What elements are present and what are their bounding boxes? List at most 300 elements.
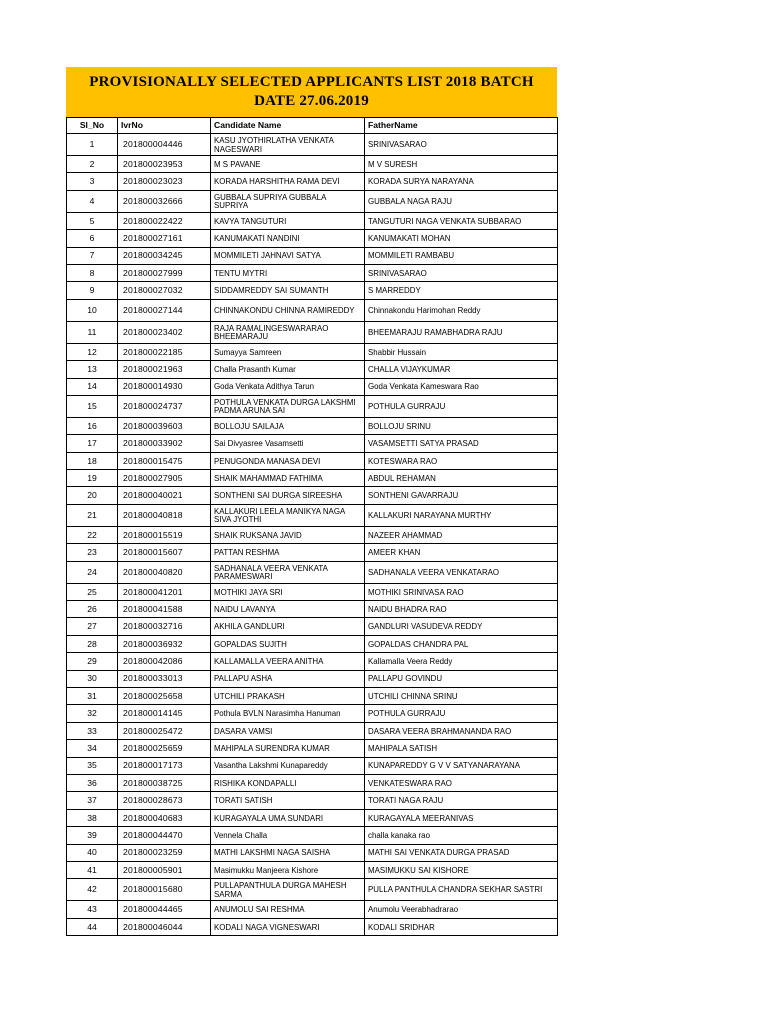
- cell-father-name-text: VASAMSETTI SATYA PRASAD: [368, 438, 479, 449]
- cell-father-name-text: DASARA VEERA BRAHMANANDA RAO: [368, 725, 512, 736]
- cell-father-name: [365, 504, 558, 526]
- table-row: [67, 561, 558, 583]
- cell-candidate-name: [211, 504, 365, 526]
- table-header-row: [67, 118, 558, 134]
- cell-ivr-no-text: 201800040021: [123, 490, 183, 501]
- cell-sl-no: [67, 212, 118, 229]
- table-row: [67, 827, 558, 844]
- cell-ivr-no-text: 201800036932: [123, 638, 183, 649]
- cell-sl-no: [67, 156, 118, 173]
- cell-father-name: [365, 395, 558, 417]
- cell-sl-no: [67, 635, 118, 652]
- cell-ivr-no-text: 201800021963: [123, 364, 183, 375]
- cell-ivr-no-text: 201800017173: [123, 760, 183, 771]
- cell-ivr-no-text: 201800027144: [123, 304, 183, 315]
- cell-sl-no: [67, 487, 118, 504]
- cell-father-name-text: NAIDU BHADRA RAO: [368, 603, 447, 614]
- cell-ivr-no-text: 201800023259: [123, 847, 183, 858]
- cell-sl-no-text: 16: [87, 420, 97, 431]
- cell-father-name: [365, 722, 558, 739]
- cell-ivr-no-text: 201800015607: [123, 547, 183, 558]
- cell-ivr-no-text: 201800046044: [123, 921, 183, 932]
- cell-ivr-no-text: 201800022422: [123, 215, 183, 226]
- cell-sl-no: [67, 879, 118, 901]
- table-row: [67, 378, 558, 395]
- table-row: [67, 435, 558, 452]
- cell-sl-no: [67, 395, 118, 417]
- cell-sl-no: [67, 361, 118, 378]
- table-row: [67, 361, 558, 378]
- cell-sl-no: [67, 299, 118, 321]
- cell-candidate-name: [211, 134, 365, 156]
- cell-candidate-name: [211, 378, 365, 395]
- cell-candidate-name-text: TORATI SATISH: [214, 795, 273, 806]
- cell-father-name-text: MATHI SAI VENKATA DURGA PRASAD: [368, 847, 510, 858]
- column-header-candidate-name: Candidate Name: [211, 118, 365, 134]
- cell-candidate-name-text: Masimukku Manjeera Kishore: [214, 864, 319, 875]
- cell-sl-no-text: 32: [87, 708, 97, 719]
- cell-candidate-name: [211, 212, 365, 229]
- cell-father-name: [365, 740, 558, 757]
- cell-sl-no-text: 30: [87, 673, 97, 684]
- cell-ivr-no-text: 201800040820: [123, 566, 183, 577]
- table-row: [67, 544, 558, 561]
- cell-ivr-no: [118, 844, 211, 861]
- cell-sl-no: [67, 670, 118, 687]
- cell-father-name-text: SRINIVASARAO: [368, 139, 427, 150]
- cell-father-name: [365, 361, 558, 378]
- cell-father-name-text: TORATI NAGA RAJU: [368, 795, 444, 806]
- cell-sl-no: [67, 321, 118, 343]
- cell-candidate-name-text: KAVYA TANGUTURI: [214, 215, 287, 226]
- table-row: [67, 601, 558, 618]
- cell-candidate-name-text: KORADA HARSHITHA RAMA DEVI: [214, 176, 340, 187]
- cell-candidate-name: [211, 361, 365, 378]
- cell-ivr-no: [118, 757, 211, 774]
- cell-father-name-text: NAZEER AHAMMAD: [368, 529, 443, 540]
- cell-ivr-no: [118, 247, 211, 264]
- cell-father-name-text: ABDUL REHAMAN: [368, 472, 436, 483]
- cell-sl-no: [67, 561, 118, 583]
- cell-sl-no: [67, 544, 118, 561]
- cell-candidate-name: [211, 299, 365, 321]
- table-row: [67, 687, 558, 704]
- cell-father-name: [365, 653, 558, 670]
- cell-ivr-no-text: 201800015680: [123, 884, 183, 895]
- cell-sl-no: [67, 134, 118, 156]
- cell-father-name: [365, 757, 558, 774]
- cell-candidate-name-text: SADHANALA VEERA VENKATA PARAMESWARI: [214, 562, 328, 582]
- cell-ivr-no-text: 201800033013: [123, 673, 183, 684]
- cell-sl-no-text: 27: [87, 621, 97, 632]
- cell-candidate-name: [211, 879, 365, 901]
- cell-ivr-no-text: 201800025659: [123, 743, 183, 754]
- cell-sl-no: [67, 343, 118, 360]
- cell-sl-no: [67, 452, 118, 469]
- cell-father-name-text: KORADA SURYA NARAYANA: [368, 176, 474, 187]
- cell-sl-no-text: 20: [87, 490, 97, 501]
- cell-father-name-text: MOMMILETI RAMBABU: [368, 250, 455, 261]
- cell-candidate-name: [211, 792, 365, 809]
- cell-sl-no: [67, 173, 118, 190]
- cell-candidate-name-text: Sai Divyasree Vasamsetti: [214, 438, 304, 449]
- cell-father-name-text: challa kanaka rao: [368, 830, 430, 840]
- cell-sl-no: [67, 705, 118, 722]
- cell-father-name-text: Anumolu Veerabhadrarao: [368, 904, 459, 915]
- cell-ivr-no-text: 201800024737: [123, 401, 183, 412]
- cell-ivr-no-text: 201800015475: [123, 455, 183, 466]
- cell-candidate-name-text: KASU JYOTHIRLATHA VENKATA NAGESWARI: [214, 134, 334, 154]
- cell-ivr-no-text: 201800022185: [123, 346, 183, 357]
- cell-candidate-name-text: MOMMILETI JAHNAVI SATYA: [214, 250, 321, 261]
- cell-father-name-text: KANUMAKATI MOHAN: [368, 233, 451, 244]
- cell-father-name: [365, 321, 558, 343]
- cell-ivr-no: [118, 212, 211, 229]
- cell-ivr-no: [118, 583, 211, 600]
- cell-ivr-no-text: 201800027032: [123, 285, 183, 296]
- cell-ivr-no-text: 201800015519: [123, 529, 183, 540]
- cell-ivr-no: [118, 378, 211, 395]
- cell-ivr-no-text: 201800025658: [123, 690, 183, 701]
- cell-sl-no: [67, 504, 118, 526]
- cell-ivr-no-text: 201800044465: [123, 904, 183, 915]
- cell-candidate-name: [211, 809, 365, 826]
- cell-ivr-no-text: 201800004446: [123, 139, 183, 150]
- cell-ivr-no: [118, 687, 211, 704]
- cell-candidate-name: [211, 705, 365, 722]
- cell-candidate-name-text: CHINNAKONDU CHINNA RAMIREDDY: [214, 304, 355, 315]
- table-row: [67, 321, 558, 343]
- cell-candidate-name-text: PALLAPU ASHA: [214, 673, 273, 684]
- cell-sl-no-text: 7: [89, 250, 95, 261]
- cell-sl-no-text: 15: [87, 401, 97, 412]
- cell-sl-no-text: 6: [89, 233, 95, 244]
- table-row: [67, 918, 558, 935]
- cell-father-name: [365, 918, 558, 935]
- table-row: [67, 705, 558, 722]
- table-row: [67, 653, 558, 670]
- cell-ivr-no: [118, 670, 211, 687]
- cell-father-name-text: Shabbir Hussain: [368, 346, 427, 357]
- cell-ivr-no: [118, 470, 211, 487]
- cell-sl-no: [67, 722, 118, 739]
- cell-candidate-name: [211, 282, 365, 299]
- cell-candidate-name-text: GUBBALA SUPRIYA GUBBALA SUPRIYA: [214, 191, 326, 211]
- table-row: [67, 247, 558, 264]
- cell-ivr-no-text: 201800044470: [123, 830, 183, 840]
- cell-ivr-no-text: 201800027905: [123, 472, 183, 483]
- cell-ivr-no: [118, 809, 211, 826]
- cell-ivr-no: [118, 435, 211, 452]
- cell-father-name-text: M V SURESH: [368, 158, 418, 169]
- cell-sl-no: [67, 618, 118, 635]
- cell-candidate-name-text: RAJA RAMALINGESWARARAO BHEEMARAJU: [214, 322, 329, 342]
- cell-father-name: [365, 417, 558, 434]
- table-row: [67, 526, 558, 543]
- cell-ivr-no-text: 201800041201: [123, 586, 183, 597]
- cell-candidate-name-text: KALLAMALLA VEERA ANITHA: [214, 656, 324, 667]
- cell-ivr-no-text: 201800034245: [123, 250, 183, 261]
- title-line-2: DATE 27.06.2019: [254, 93, 369, 109]
- cell-sl-no-text: 43: [87, 904, 97, 915]
- cell-candidate-name: [211, 687, 365, 704]
- cell-father-name-text: GUBBALA NAGA RAJU: [368, 195, 452, 206]
- cell-father-name: [365, 264, 558, 281]
- cell-ivr-no: [118, 156, 211, 173]
- cell-father-name-text: MOTHIKI SRINIVASA RAO: [368, 586, 464, 597]
- cell-candidate-name: [211, 247, 365, 264]
- cell-ivr-no: [118, 487, 211, 504]
- cell-father-name-text: PULLA PANTHULA CHANDRA SEKHAR SASTRI: [368, 884, 543, 895]
- cell-father-name-text: UTCHILI CHINNA SRINU: [368, 690, 458, 701]
- table-row: [67, 470, 558, 487]
- cell-father-name: [365, 601, 558, 618]
- cell-ivr-no-text: 201800032716: [123, 621, 183, 632]
- cell-father-name: [365, 635, 558, 652]
- title-banner: [66, 67, 557, 117]
- cell-candidate-name-text: KALLAKURI LEELA MANIKYA NAGA SIVA JYOTHI: [214, 505, 345, 525]
- table-row: [67, 504, 558, 526]
- cell-ivr-no: [118, 901, 211, 918]
- cell-candidate-name-text: Challa Prasanth Kumar: [214, 364, 296, 375]
- cell-candidate-name: [211, 670, 365, 687]
- cell-father-name-text: KURAGAYALA MEERANIVAS: [368, 812, 474, 823]
- table-row: [67, 901, 558, 918]
- cell-candidate-name: [211, 722, 365, 739]
- cell-candidate-name-text: SIDDAMREDDY SAI SUMANTH: [214, 285, 329, 296]
- cell-candidate-name-text: Goda Venkata Adithya Tarun: [214, 381, 315, 392]
- cell-sl-no-text: 26: [87, 603, 97, 614]
- cell-ivr-no: [118, 395, 211, 417]
- table-row: [67, 774, 558, 791]
- cell-ivr-no: [118, 740, 211, 757]
- cell-ivr-no: [118, 361, 211, 378]
- cell-ivr-no-text: 201800039603: [123, 420, 183, 431]
- cell-father-name: [365, 247, 558, 264]
- table-row: [67, 635, 558, 652]
- cell-father-name: [365, 299, 558, 321]
- cell-father-name: [365, 901, 558, 918]
- cell-candidate-name: [211, 827, 365, 844]
- table-row: [67, 618, 558, 635]
- cell-sl-no-text: 29: [87, 656, 97, 667]
- cell-ivr-no: [118, 618, 211, 635]
- cell-sl-no-text: 18: [87, 455, 97, 466]
- cell-candidate-name: [211, 918, 365, 935]
- cell-sl-no-text: 21: [87, 510, 97, 521]
- cell-candidate-name: [211, 321, 365, 343]
- table-row: [67, 395, 558, 417]
- table-row: [67, 212, 558, 229]
- cell-sl-no-text: 13: [87, 364, 97, 375]
- cell-ivr-no: [118, 861, 211, 878]
- cell-father-name-text: GOPALDAS CHANDRA PAL: [368, 638, 469, 649]
- cell-father-name: [365, 173, 558, 190]
- cell-father-name-text: SONTHENI GAVARRAJU: [368, 490, 459, 501]
- cell-candidate-name-text: MAHIPALA SURENDRA KUMAR: [214, 743, 330, 754]
- cell-candidate-name-text: SHAIK MAHAMMAD FATHIMA: [214, 472, 323, 483]
- cell-ivr-no: [118, 653, 211, 670]
- cell-sl-no: [67, 844, 118, 861]
- cell-sl-no: [67, 526, 118, 543]
- cell-father-name: [365, 343, 558, 360]
- cell-ivr-no-text: 201800027999: [123, 267, 183, 278]
- cell-candidate-name: [211, 487, 365, 504]
- cell-sl-no-text: 25: [87, 586, 97, 597]
- cell-candidate-name-text: PENUGONDA MANASA DEVI: [214, 455, 321, 466]
- cell-father-name-text: POTHULA GURRAJU: [368, 708, 446, 719]
- cell-father-name: [365, 282, 558, 299]
- cell-sl-no: [67, 901, 118, 918]
- cell-father-name: [365, 774, 558, 791]
- cell-father-name-text: KUNAPAREDDY G V V SATYANARAYANA: [368, 760, 521, 771]
- title-line-1: PROVISIONALLY SELECTED APPLICANTS LIST 2018 BATCH: [89, 74, 534, 90]
- cell-candidate-name: [211, 190, 365, 212]
- cell-ivr-no: [118, 282, 211, 299]
- cell-father-name-text: TANGUTURI NAGA VENKATA SUBBARAO: [368, 215, 522, 226]
- cell-father-name: [365, 470, 558, 487]
- cell-ivr-no: [118, 526, 211, 543]
- cell-father-name-text: MAHIPALA SATISH: [368, 743, 438, 754]
- cell-ivr-no: [118, 417, 211, 434]
- cell-ivr-no-text: 201800005901: [123, 864, 183, 875]
- cell-candidate-name-text: KODALI NAGA VIGNESWARI: [214, 921, 320, 932]
- cell-father-name: [365, 792, 558, 809]
- cell-father-name: [365, 809, 558, 826]
- cell-sl-no-text: 8: [89, 267, 95, 278]
- table-row: [67, 670, 558, 687]
- cell-sl-no: [67, 583, 118, 600]
- cell-father-name: [365, 134, 558, 156]
- cell-ivr-no: [118, 504, 211, 526]
- cell-candidate-name: [211, 757, 365, 774]
- cell-father-name-text: KODALI SRIDHAR: [368, 921, 435, 932]
- cell-sl-no: [67, 774, 118, 791]
- cell-father-name: [365, 487, 558, 504]
- cell-candidate-name: [211, 156, 365, 173]
- cell-sl-no: [67, 687, 118, 704]
- cell-father-name: [365, 618, 558, 635]
- cell-father-name-text: PALLAPU GOVINDU: [368, 673, 443, 684]
- cell-sl-no-text: 38: [87, 812, 97, 823]
- cell-father-name-text: BOLLOJU SRINU: [368, 420, 431, 431]
- cell-ivr-no: [118, 635, 211, 652]
- cell-father-name: [365, 705, 558, 722]
- cell-father-name: [365, 452, 558, 469]
- cell-sl-no: [67, 918, 118, 935]
- cell-ivr-no-text: 201800040818: [123, 510, 183, 521]
- cell-ivr-no: [118, 792, 211, 809]
- cell-candidate-name-text: Sumayya Samreen: [214, 346, 282, 357]
- cell-father-name-text: SADHANALA VEERA VENKATARAO: [368, 566, 500, 577]
- cell-ivr-no-text: 201800014930: [123, 381, 183, 392]
- table-row: [67, 722, 558, 739]
- cell-candidate-name-text: Vennela Challa: [214, 830, 268, 840]
- cell-candidate-name-text: RISHIKA KONDAPALLI: [214, 777, 297, 788]
- cell-ivr-no: [118, 827, 211, 844]
- cell-ivr-no: [118, 134, 211, 156]
- cell-sl-no-text: 37: [87, 795, 97, 806]
- cell-father-name-text: AMEER KHAN: [368, 547, 421, 558]
- cell-ivr-no: [118, 173, 211, 190]
- cell-sl-no-text: 3: [89, 176, 95, 187]
- cell-candidate-name: [211, 470, 365, 487]
- cell-father-name: [365, 435, 558, 452]
- cell-ivr-no: [118, 230, 211, 247]
- cell-candidate-name-text: M S PAVANE: [214, 158, 261, 169]
- cell-candidate-name-text: SHAIK RUKSANA JAVID: [214, 529, 302, 540]
- cell-sl-no-text: 2: [89, 158, 95, 169]
- cell-sl-no-text: 24: [87, 566, 97, 577]
- cell-father-name-text: GANDLURI VASUDEVA REDDY: [368, 621, 483, 632]
- cell-sl-no-text: 33: [87, 725, 97, 736]
- cell-ivr-no-text: 201800023023: [123, 176, 183, 187]
- table-row: [67, 809, 558, 826]
- table-row: [67, 792, 558, 809]
- cell-sl-no: [67, 282, 118, 299]
- cell-sl-no: [67, 740, 118, 757]
- cell-father-name-text: Chinnakondu Harimohan Reddy: [368, 304, 481, 315]
- cell-ivr-no: [118, 452, 211, 469]
- cell-sl-no-text: 35: [87, 760, 97, 771]
- table-row: [67, 583, 558, 600]
- cell-sl-no-text: 9: [89, 285, 95, 296]
- cell-father-name: [365, 190, 558, 212]
- table-row: [67, 343, 558, 360]
- cell-sl-no-text: 41: [87, 864, 97, 875]
- cell-ivr-no: [118, 601, 211, 618]
- column-header-father-name: FatherName: [365, 118, 558, 134]
- cell-candidate-name: [211, 774, 365, 791]
- cell-ivr-no: [118, 722, 211, 739]
- cell-candidate-name: [211, 844, 365, 861]
- cell-ivr-no-text: 201800014145: [123, 708, 183, 719]
- table-row: [67, 861, 558, 878]
- cell-sl-no-text: 14: [87, 381, 97, 392]
- cell-father-name-text: KALLAKURI NARAYANA MURTHY: [368, 510, 492, 521]
- cell-sl-no: [67, 435, 118, 452]
- cell-candidate-name-text: BOLLOJU SAILAJA: [214, 420, 284, 431]
- cell-ivr-no: [118, 299, 211, 321]
- cell-candidate-name: [211, 544, 365, 561]
- cell-sl-no-text: 36: [87, 777, 97, 788]
- cell-father-name: [365, 212, 558, 229]
- cell-candidate-name: [211, 230, 365, 247]
- table-row: [67, 230, 558, 247]
- cell-father-name: [365, 879, 558, 901]
- cell-father-name-text: Kallamalla Veera Reddy: [368, 656, 453, 667]
- cell-candidate-name: [211, 395, 365, 417]
- cell-father-name-text: MASIMUKKU SAI KISHORE: [368, 864, 469, 875]
- cell-sl-no: [67, 247, 118, 264]
- table-row: [67, 757, 558, 774]
- cell-ivr-no: [118, 774, 211, 791]
- cell-sl-no-text: 12: [87, 346, 97, 357]
- cell-ivr-no-text: 201800033902: [123, 438, 183, 449]
- cell-ivr-no: [118, 879, 211, 901]
- cell-ivr-no: [118, 705, 211, 722]
- cell-sl-no-text: 19: [87, 472, 97, 483]
- cell-sl-no-text: 34: [87, 743, 97, 754]
- cell-sl-no: [67, 861, 118, 878]
- cell-candidate-name: [211, 343, 365, 360]
- cell-candidate-name-text: TENTU MYTRI: [214, 267, 268, 278]
- cell-candidate-name-text: Pothula BVLN Narasimha Hanuman: [214, 708, 341, 719]
- cell-candidate-name-text: PATTAN RESHMA: [214, 547, 280, 558]
- cell-candidate-name: [211, 173, 365, 190]
- cell-candidate-name-text: KURAGAYALA UMA SUNDARI: [214, 812, 324, 823]
- cell-sl-no: [67, 653, 118, 670]
